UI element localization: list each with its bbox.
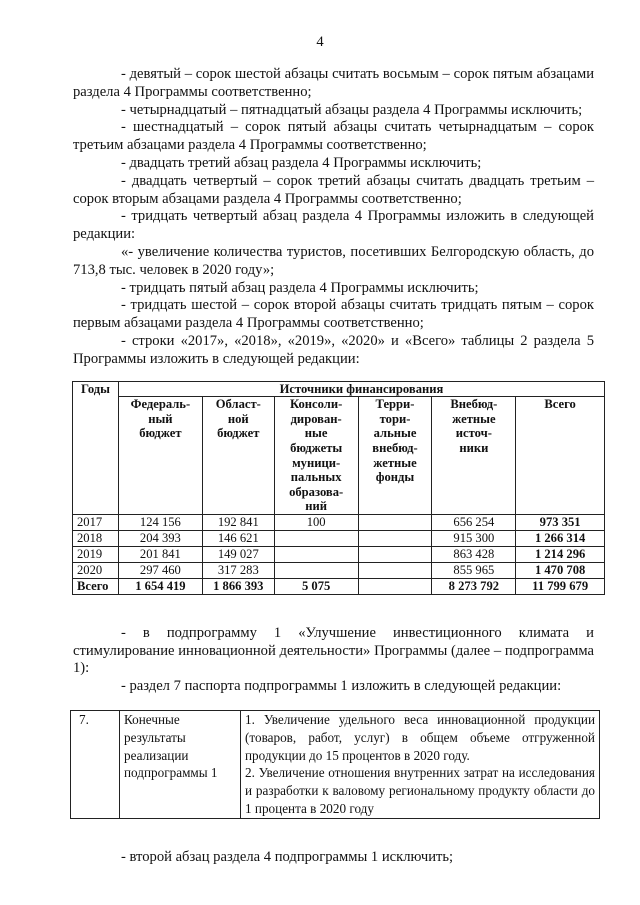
paragraph: - тридцать шестой – сорок второй абзацы считать тридцать пятым – сорок первым абзацами раздела 4 Программы соответственно; [73,297,594,332]
table-row [73,562,605,578]
paragraph: - второй абзац раздела 4 подпрограммы 1 исключить; [121,848,454,865]
financing-column-header: Област- ной бюджет [202,397,274,515]
year-cell: 2019 [73,546,119,562]
value-cell: 656 254 [432,514,516,530]
table-row [73,514,605,530]
results-table [70,710,600,819]
results-text-cell [241,711,600,819]
value-cell: 1 866 393 [202,578,274,594]
financing-column-header: Внебюд- жетные источ- ники [432,397,516,515]
value-cell: 149 027 [202,546,274,562]
value-cell [358,514,432,530]
value-cell: 863 428 [432,546,516,562]
value-cell: 973 351 [516,514,605,530]
financing-table [72,381,605,595]
financing-column-header: Всего [516,397,605,515]
years-column-header: Годы [73,381,119,514]
value-cell: 915 300 [432,530,516,546]
results-label: Конечные результаты реализации подпрограммы 1 [124,712,218,781]
value-cell: 124 156 [118,514,202,530]
year-cell: Всего [73,578,119,594]
value-cell [358,546,432,562]
paragraph: - двадцать третий абзац раздела 4 Программы исключить; [121,154,482,171]
financing-columns-row [73,397,605,515]
table-row [73,546,605,562]
value-cell: 1 470 708 [516,562,605,578]
value-cell [274,546,358,562]
paragraph: - в подпрограмму 1 «Улучшение инвестиционного климата и стимулирование инновационной деятельности» Программы (далее – подпрограмма 1): [73,624,594,677]
year-cell: 2017 [73,514,119,530]
value-cell: 146 621 [202,530,274,546]
table-row [73,578,605,594]
document-body [73,66,594,867]
value-cell: 201 841 [118,546,202,562]
financing-column-header: Федераль- ный бюджет [118,397,202,515]
value-cell: 1 214 296 [516,546,605,562]
page-number: 4 [316,34,324,50]
value-cell [274,530,358,546]
table-row [73,530,605,546]
paragraph: - раздел 7 паспорта подпрограммы 1 изложить в следующей редакции: [121,678,562,695]
value-cell: 5 075 [274,578,358,594]
year-cell: 2018 [73,530,119,546]
result-item-1: 1. Увеличение удельного веса инновационной продукции (товаров, работ, услуг) в общем объеме отгруженной продукции до 15 процентов в 2020 году. [245,712,595,763]
value-cell: 192 841 [202,514,274,530]
value-cell: 317 283 [202,562,274,578]
result-item-2: 2. Увеличение отношения внутренних затрат на исследования и разработки к валовому региональному продукту области до 1 процента в 2020 году [245,765,595,817]
value-cell: 1 654 419 [118,578,202,594]
results-row-number: 7. [71,711,120,819]
value-cell [358,578,432,594]
financing-column-header: Терри- тори- альные внебюд- жетные фонды [358,397,432,515]
value-cell: 855 965 [432,562,516,578]
value-cell [358,530,432,546]
value-cell: 1 266 314 [516,530,605,546]
value-cell [274,562,358,578]
value-cell: 204 393 [118,530,202,546]
value-cell: 11 799 679 [516,578,605,594]
quoted-paragraph: «- увеличение количества туристов, посетивших Белгородскую область, до 713,8 тыс. человек в 2020 году»; [73,243,594,278]
paragraph: - тридцать четвертый абзац раздела 4 Программы изложить в следующей редакции: [73,208,594,243]
paragraph: - четырнадцатый – пятнадцатый абзацы раздела 4 Программы исключить; [121,101,583,118]
paragraph: - девятый – сорок шестой абзацы считать восьмым – сорок пятым абзацами раздела 4 Программы соответственно; [73,66,594,100]
financing-sources-header: Источники финансирования [118,381,604,397]
value-cell [358,562,432,578]
paragraph: - тридцать пятый абзац раздела 4 Программы исключить; [121,279,479,296]
financing-column-header: Консоли- дирован- ные бюджеты муници- пальных образова- ний [274,397,358,515]
paragraph: - двадцать четвертый – сорок третий абзацы считать двадцать третьим – сорок вторым абзацами раздела 4 Программы соответственно; [73,172,594,207]
paragraph: - строки «2017», «2018», «2019», «2020» и «Всего» таблицы 2 раздела 5 Программы изложить в следующей редакции: [73,332,594,367]
value-cell: 100 [274,514,358,530]
paragraph: - шестнадцатый – сорок пятый абзацы считать четырнадцатым – сорок третьим абзацами раздела 4 Программы соответственно; [73,119,594,154]
year-cell: 2020 [73,562,119,578]
value-cell: 8 273 792 [432,578,516,594]
financing-table-body [73,514,605,594]
value-cell: 297 460 [118,562,202,578]
results-label-cell [120,711,241,819]
